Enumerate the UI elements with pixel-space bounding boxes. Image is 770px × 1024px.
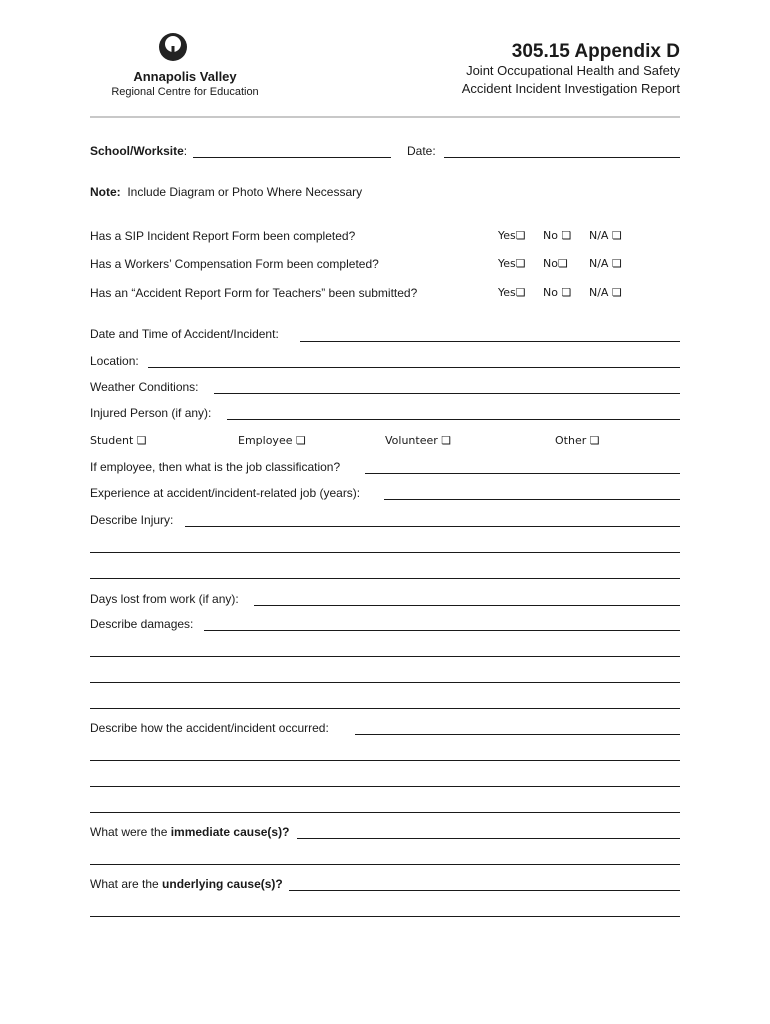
date-field[interactable] [444,157,680,158]
damages-field-line-3[interactable] [90,682,680,683]
immediate-causes-label: What were the immediate cause(s)? [90,825,290,839]
question-teachers: Has an “Accident Report Form for Teachers” been submitted? [90,286,418,300]
teachers-no-checkbox[interactable]: No ❏ [543,286,572,299]
datetime-field[interactable] [300,341,680,342]
datetime-label: Date and Time of Accident/Incident: [90,327,279,341]
damages-field-line-2[interactable] [90,656,680,657]
employee-checkbox[interactable]: Employee ❏ [238,434,306,447]
tree-logo-icon [158,32,188,62]
question-wcb: Has a Workers’ Compensation Form been completed? [90,257,379,271]
note: Note: Include Diagram or Photo Where Necessary [90,185,363,199]
injury-field-line-3[interactable] [90,578,680,579]
experience-field[interactable] [384,499,680,500]
how-occurred-field-line-3[interactable] [90,786,680,787]
experience-label: Experience at accident/incident-related job (years): [90,486,361,500]
school-label: School/Worksite: [90,144,188,158]
how-occurred-field[interactable] [355,734,680,735]
damages-field-line-4[interactable] [90,708,680,709]
injured-label: Injured Person (if any): [90,406,212,420]
teachers-yes-checkbox[interactable]: Yes❏ [498,286,526,299]
how-occurred-field-line-4[interactable] [90,812,680,813]
sip-no-checkbox[interactable]: No ❏ [543,229,572,242]
document-title: 305.15 Appendix D [511,41,680,62]
job-class-label: If employee, then what is the job classification? [90,460,341,474]
location-label: Location: [90,354,139,368]
document-subtitle-1: Joint Occupational Health and Safety [466,63,680,78]
injury-field-line-2[interactable] [90,552,680,553]
question-sip: Has a SIP Incident Report Form been completed? [90,229,356,243]
how-occurred-field-line-2[interactable] [90,760,680,761]
weather-field[interactable] [214,393,680,394]
wcb-na-checkbox[interactable]: N/A ❏ [589,257,622,270]
injured-field[interactable] [227,419,680,420]
school-field[interactable] [193,157,391,158]
weather-label: Weather Conditions: [90,380,199,394]
days-lost-field[interactable] [254,605,680,606]
header-divider [90,116,680,118]
sip-yes-checkbox[interactable]: Yes❏ [498,229,526,242]
sip-na-checkbox[interactable]: N/A ❏ [589,229,622,242]
injury-field[interactable] [185,526,680,527]
underlying-causes-label: What are the underlying cause(s)? [90,877,283,891]
job-class-field[interactable] [365,473,680,474]
teachers-na-checkbox[interactable]: N/A ❏ [589,286,622,299]
logo [90,30,260,100]
immediate-causes-field[interactable] [297,838,680,839]
document-subtitle-2: Accident Incident Investigation Report [461,81,680,96]
location-field[interactable] [148,367,680,368]
immediate-causes-field-line-2[interactable] [90,864,680,865]
wcb-no-checkbox[interactable]: No❏ [543,257,568,270]
student-checkbox[interactable]: Student ❏ [90,434,147,447]
date-label: Date: [407,144,436,158]
how-occurred-label: Describe how the accident/incident occurred: [90,721,329,735]
wcb-yes-checkbox[interactable]: Yes❏ [498,257,526,270]
damages-label: Describe damages: [90,617,194,631]
damages-field[interactable] [204,630,680,631]
underlying-causes-field-line-2[interactable] [90,916,680,917]
days-lost-label: Days lost from work (if any): [90,592,239,606]
org-name: Annapolis Valley [133,69,237,84]
org-subname: Regional Centre for Education [111,86,259,98]
volunteer-checkbox[interactable]: Volunteer ❏ [385,434,452,447]
other-checkbox[interactable]: Other ❏ [555,434,600,447]
injury-label: Describe Injury: [90,513,174,527]
underlying-causes-field[interactable] [289,890,680,891]
